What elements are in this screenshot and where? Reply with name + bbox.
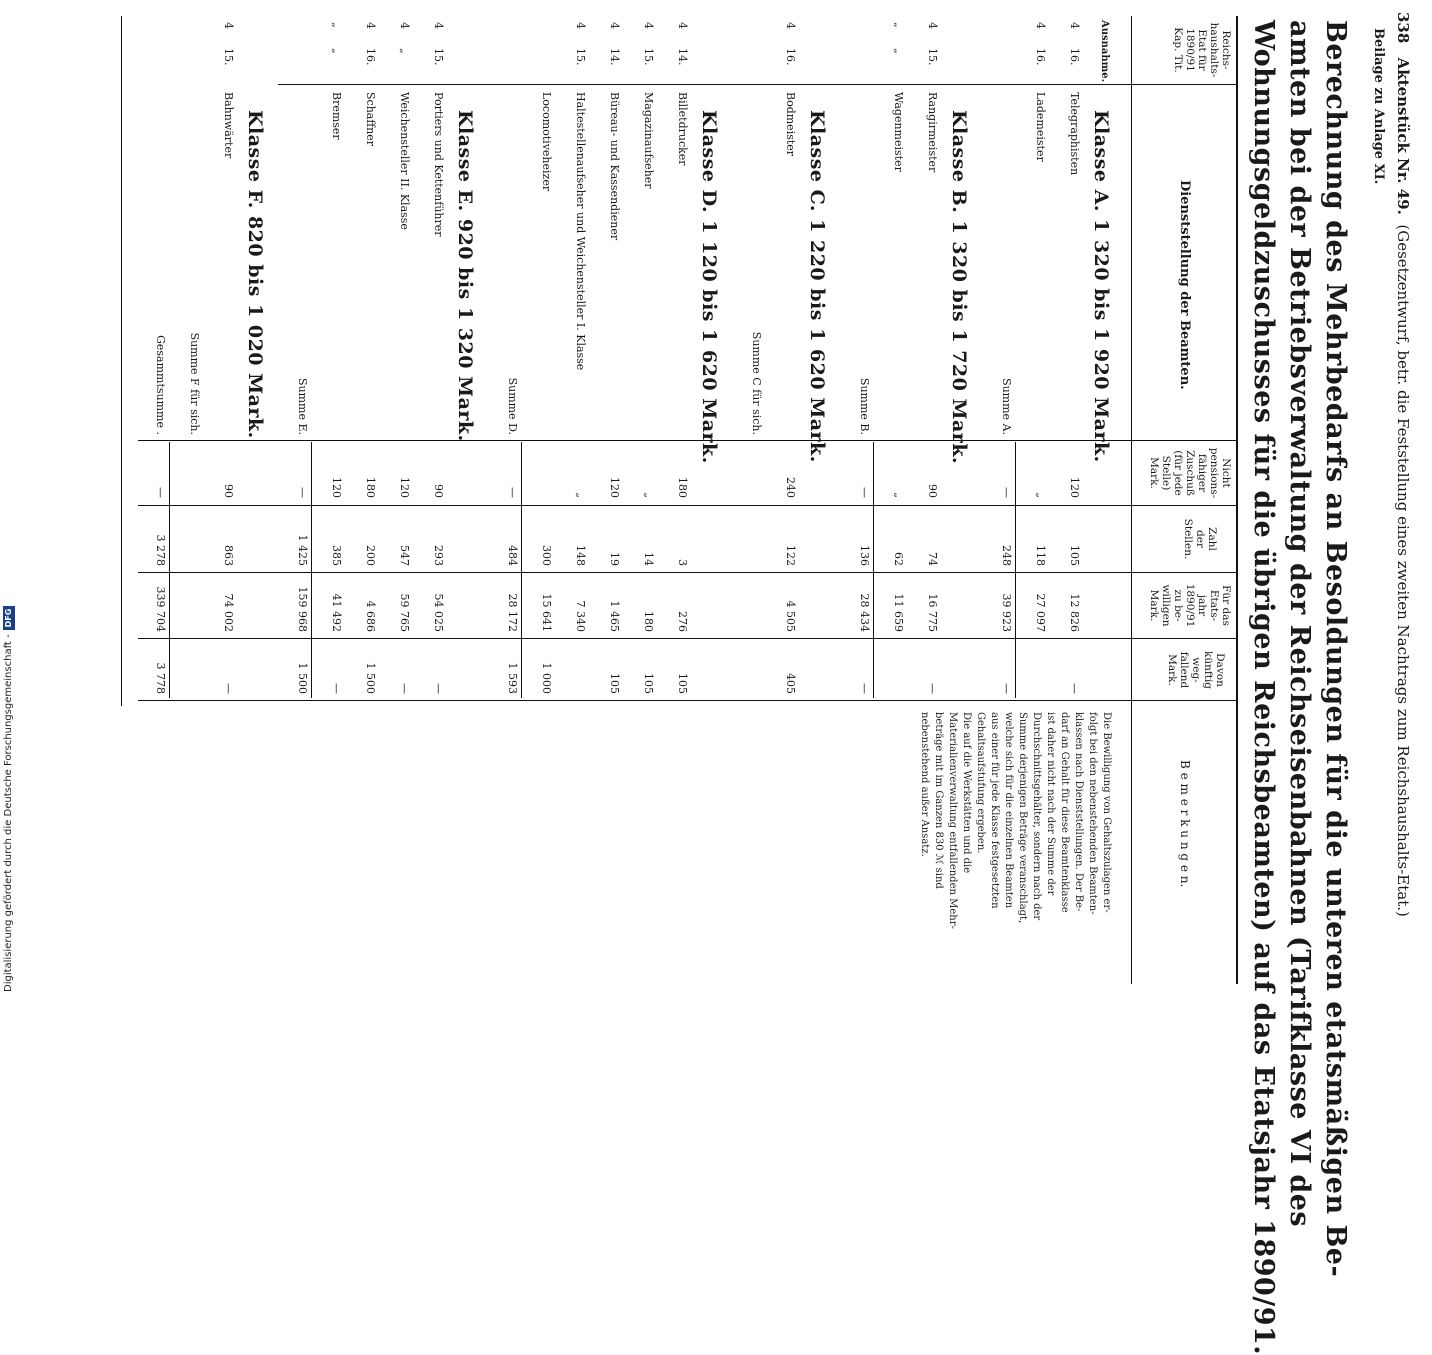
cell-summe-label: Summe F für sich. (188, 332, 201, 435)
cell-dienststellung: Wagenmeister (892, 92, 905, 172)
bemerkungen-line: aus einer für jede Klasse festgesetzten (989, 712, 1000, 909)
credit-text: Digitalisierung gefördert durch die Deutsche Forschungsgemeinschaft - (3, 634, 14, 992)
bemerkungen-line: Durchschnittsgehälter, sondern nach der (1031, 712, 1042, 921)
title-line-1: Berechnung des Mehrbedarfs an Besoldungen für die unteren etatsmäßigen Be- (1320, 20, 1351, 1278)
cell-dienststellung: Schaffner (364, 92, 377, 147)
cell-dienststellung: Weichensteller II. Klasse (398, 92, 411, 230)
cell-kap: 4 (676, 22, 689, 29)
cell-stellen: 19 (608, 552, 621, 566)
cell-wegfall: 405 (784, 673, 797, 694)
cell-tit: 15. (222, 48, 235, 66)
cell-stellen: 14 (642, 552, 655, 566)
cell-wegfall: 105 (642, 673, 655, 694)
cell-betrag: 4 686 (364, 600, 377, 632)
bemerkungen-line: beträge mit im Ganzen 830 ℳ sind (933, 712, 944, 889)
cell-kap: 4 (642, 22, 655, 29)
bemerkungen-line: folgt bei den nebenstehenden Beamten- (1087, 712, 1098, 915)
cell-tit: 16. (784, 48, 797, 66)
cell-dienststellung: Bahnwärter (222, 92, 235, 159)
klasse-heading: Klasse B. 1 320 bis 1 720 Mark. (948, 110, 970, 465)
running-header (1394, 12, 1412, 917)
col-rule-6 (138, 700, 1238, 701)
bemerkungen-line: Summe derjenigen Beträge veranschlagt, (1017, 712, 1028, 924)
cell-wegfall: — (1000, 683, 1013, 694)
bemerkungen-line: welche sich für die einzelnen Beamten (1003, 712, 1014, 909)
cell-betrag: 16 775 (926, 593, 939, 632)
cell-betrag: 4 505 (784, 600, 797, 632)
klasse-heading: Klasse C. 1 220 bis 1 620 Mark. (806, 110, 828, 463)
bemerkungen-line: klassen nach Dienststellungen. Der Be- (1073, 712, 1084, 912)
cell-kap: 4 (1034, 22, 1047, 29)
cell-wegfall: — (432, 683, 445, 694)
cell-stellen: 484 (506, 545, 519, 566)
cell-betrag: 27 097 (1034, 593, 1047, 632)
cell-zuschuss: — (154, 487, 167, 498)
klasse-heading: Klasse F. 820 bis 1 020 Mark. (244, 110, 266, 439)
cell-zuschuss: „ (642, 492, 655, 498)
cell-zuschuss: — (858, 487, 871, 498)
cell-wegfall: — (330, 683, 343, 694)
subtotal-rule (1015, 442, 1016, 698)
bemerkungen-line: Materialienverwaltung entfallenden Mehr- (947, 712, 958, 929)
cell-wegfall: 105 (608, 673, 621, 694)
cell-zuschuss: — (506, 487, 519, 498)
col-header-etat: Reichs- haushalts- Etat für 1890/91 Kap. Tit. (1172, 22, 1232, 78)
cell-stellen: 863 (222, 545, 235, 566)
subtotal-rule (521, 442, 522, 698)
cell-betrag: 59 765 (398, 593, 411, 632)
cell-betrag: 74 002 (222, 593, 235, 632)
cell-zuschuss: — (296, 487, 309, 498)
cell-kap: 4 (926, 22, 939, 29)
cell-dienststellung: Büreau- und Kassendiener (608, 92, 621, 241)
bemerkungen-line: Die Bewilligung von Gehaltszulagen er- (1101, 712, 1112, 913)
subtotal-rule (311, 442, 312, 698)
subtotal-rule (169, 442, 170, 698)
cell-kap: 4 (784, 22, 797, 29)
cell-summe-label: Summe B. (858, 377, 871, 435)
cell-zuschuss: 240 (784, 477, 797, 498)
col-header-wegfall: Davon künftig weg- fallend Mark. (1166, 650, 1226, 690)
cell-summe-label: Summe A. (1000, 378, 1013, 435)
cell-wegfall: — (222, 683, 235, 694)
cell-betrag: 54 025 (432, 593, 445, 632)
cell-dienststellung: Billetdrucker (676, 92, 689, 166)
cell-zuschuss: 120 (330, 477, 343, 498)
cell-stellen: 74 (926, 552, 939, 566)
cell-stellen: 105 (1068, 545, 1081, 566)
header-description: (Gesetzentwurf, betr. die Feststellung eines zweiten Nachtrags zum Reichshaushalts-Etat.) (1394, 224, 1412, 917)
col-header-stellen: Zahl der Stellen. (1182, 518, 1218, 560)
cell-wegfall: 1 000 (540, 662, 553, 694)
cell-stellen: 385 (330, 545, 343, 566)
klasse-heading: Klasse A. 1 320 bis 1 920 Mark. (1090, 110, 1112, 463)
cell-tit: 14. (676, 48, 689, 66)
cell-dienststellung: Portiers und Kettenführer (432, 92, 445, 237)
cell-stellen: 200 (364, 545, 377, 566)
cell-wegfall: — (1068, 683, 1081, 694)
cell-zuschuss: „ (1034, 492, 1047, 498)
cell-zuschuss: 120 (1068, 477, 1081, 498)
cell-zuschuss: „ (574, 492, 587, 498)
cell-wegfall: — (858, 683, 871, 694)
cell-betrag: 12 826 (1068, 593, 1081, 632)
cell-betrag: 28 172 (506, 593, 519, 632)
cell-betrag: 28 434 (858, 593, 871, 632)
cell-betrag: 7 340 (574, 600, 587, 632)
col-rule-4 (138, 572, 1238, 573)
cell-stellen: 62 (892, 552, 905, 566)
cell-betrag: 159 968 (296, 586, 309, 632)
bemerkungen-line: darf an Gehalt für diese Beamtenklasse (1059, 712, 1070, 913)
cell-kap: 4 (608, 22, 621, 29)
cell-dienststellung: Telegraphisten (1068, 92, 1081, 176)
col-header-zuschuss: Nicht pensions- fähiger Zuschuß (für jede Stelle) Mark. (1148, 447, 1232, 499)
cell-kap: „ (892, 22, 905, 28)
cell-betrag: 339 704 (154, 586, 167, 632)
cell-betrag: 11 659 (892, 593, 905, 632)
col-header-bemerkungen: B e m e r k u n g e n. (1178, 760, 1192, 888)
cell-tit: 15. (432, 48, 445, 66)
anlage-number: Aktenstück Nr. 49. (1394, 57, 1412, 215)
cell-tit: „ (330, 48, 343, 54)
cell-dienststellung: Magazinaufseher (642, 92, 655, 189)
beilage-label: Beilage zu Anlage XI. (1371, 28, 1386, 185)
cell-tit: 16. (1034, 48, 1047, 66)
cell-summe-label: Summe D. (506, 377, 519, 435)
cell-wegfall: 3 778 (154, 662, 167, 694)
cell-stellen: 293 (432, 545, 445, 566)
klasse-heading: Klasse E. 920 bis 1 320 Mark. (454, 110, 476, 442)
cell-zuschuss: „ (892, 492, 905, 498)
col-rule-2 (138, 440, 1238, 441)
cell-wegfall: 1 593 (506, 662, 519, 694)
cell-tit: „ (892, 48, 905, 54)
cell-wegfall: — (398, 683, 411, 694)
cell-tit: 15. (574, 48, 587, 66)
cell-dienststellung: Rangirmeister (926, 92, 939, 173)
cell-zuschuss: — (1000, 487, 1013, 498)
cell-betrag: 1 465 (608, 600, 621, 632)
cell-betrag: 180 (642, 611, 655, 632)
cell-stellen: 248 (1000, 545, 1013, 566)
subtotal-rule (873, 442, 874, 698)
cell-wegfall: 1 500 (364, 662, 377, 694)
cell-stellen: 1 425 (296, 534, 309, 566)
bemerkungen-line: Gehaltsaufstufung ergeben. (975, 712, 986, 854)
cell-zuschuss: 90 (926, 484, 939, 498)
cell-dienststellung: Haltestellenaufseher und Weichensteller I. Klasse (574, 92, 587, 371)
cell-kap: 4 (398, 22, 411, 29)
section-kap: Ausnahme. (1099, 20, 1110, 83)
cell-zuschuss: 180 (676, 477, 689, 498)
cell-summe-label: Gesammtsumme . (154, 335, 167, 435)
cell-stellen: 118 (1034, 545, 1047, 566)
cell-stellen: 547 (398, 545, 411, 566)
cell-tit: 16. (1068, 48, 1081, 66)
page-number: 338 (1394, 12, 1412, 44)
bemerkungen-line: ist daher nicht nach der Summe der (1045, 712, 1056, 896)
col-rule-3 (138, 505, 1238, 506)
header-bottom-rule (1131, 16, 1132, 984)
cell-zuschuss: 90 (222, 484, 235, 498)
cell-kap: 4 (364, 22, 377, 29)
cell-dienststellung: Locomotiveheizer (540, 92, 553, 192)
cell-zuschuss: 90 (432, 484, 445, 498)
col-rule-5 (138, 638, 1238, 639)
cell-betrag: 276 (676, 611, 689, 632)
cell-kap: 4 (574, 22, 587, 29)
cell-tit: „ (398, 48, 411, 54)
cell-wegfall: 105 (676, 673, 689, 694)
cell-stellen: 3 (676, 559, 689, 566)
cell-kap: „ (330, 22, 343, 28)
cell-stellen: 136 (858, 545, 871, 566)
bemerkungen-line: nebenstehend außer Ansatz. (919, 712, 930, 857)
cell-tit: 16. (364, 48, 377, 66)
cell-summe-label: Summe C für sich. (750, 331, 763, 435)
table-top-rule (1236, 16, 1238, 984)
cell-stellen: 148 (574, 545, 587, 566)
cell-stellen: 3 278 (154, 534, 167, 566)
cell-summe-label: Summe E. (296, 377, 309, 435)
cell-dienststellung: Bodmeister (784, 92, 797, 157)
col-rule-1 (278, 84, 1238, 85)
cell-tit: 15. (926, 48, 939, 66)
bemerkungen-line: Die auf die Werkstätten und die (961, 712, 972, 874)
cell-betrag: 41 492 (330, 593, 343, 632)
cell-dienststellung: Bremser (330, 92, 343, 140)
cell-zuschuss: 120 (608, 477, 621, 498)
cell-wegfall: 1 500 (296, 662, 309, 694)
col-header-dienststellung: Dienststellung der Beamten. (1177, 180, 1192, 390)
cell-stellen: 300 (540, 545, 553, 566)
cell-dienststellung: Lademeister (1034, 92, 1047, 162)
klasse-heading: Klasse D. 1 120 bis 1 620 Mark. (698, 110, 720, 464)
table-bottom-rule (121, 16, 122, 706)
cell-kap: 4 (432, 22, 445, 29)
cell-zuschuss: 120 (398, 477, 411, 498)
title-line-3: Wohnungsgeldzuschusses für die übrigen Reichsbeamten) auf das Etatsjahr 1890/91. (1248, 20, 1279, 1355)
title-line-2: amten bei der Betriebsverwaltung der Reichseisenbahnen (Tarifklasse VI des (1284, 20, 1315, 1228)
cell-wegfall: — (926, 683, 939, 694)
cell-betrag: 39 923 (1000, 593, 1013, 632)
cell-kap: 4 (222, 22, 235, 29)
cell-zuschuss: 180 (364, 477, 377, 498)
cell-tit: 14. (608, 48, 621, 66)
dfg-logo: DFG (3, 606, 15, 631)
cell-stellen: 122 (784, 545, 797, 566)
col-header-betrag: Für das Etats- jahr 1890/91 zu be- willigen Mark. (1148, 583, 1232, 628)
cell-tit: 15. (642, 48, 655, 66)
cell-betrag: 15 641 (540, 593, 553, 632)
cell-kap: 4 (1068, 22, 1081, 29)
